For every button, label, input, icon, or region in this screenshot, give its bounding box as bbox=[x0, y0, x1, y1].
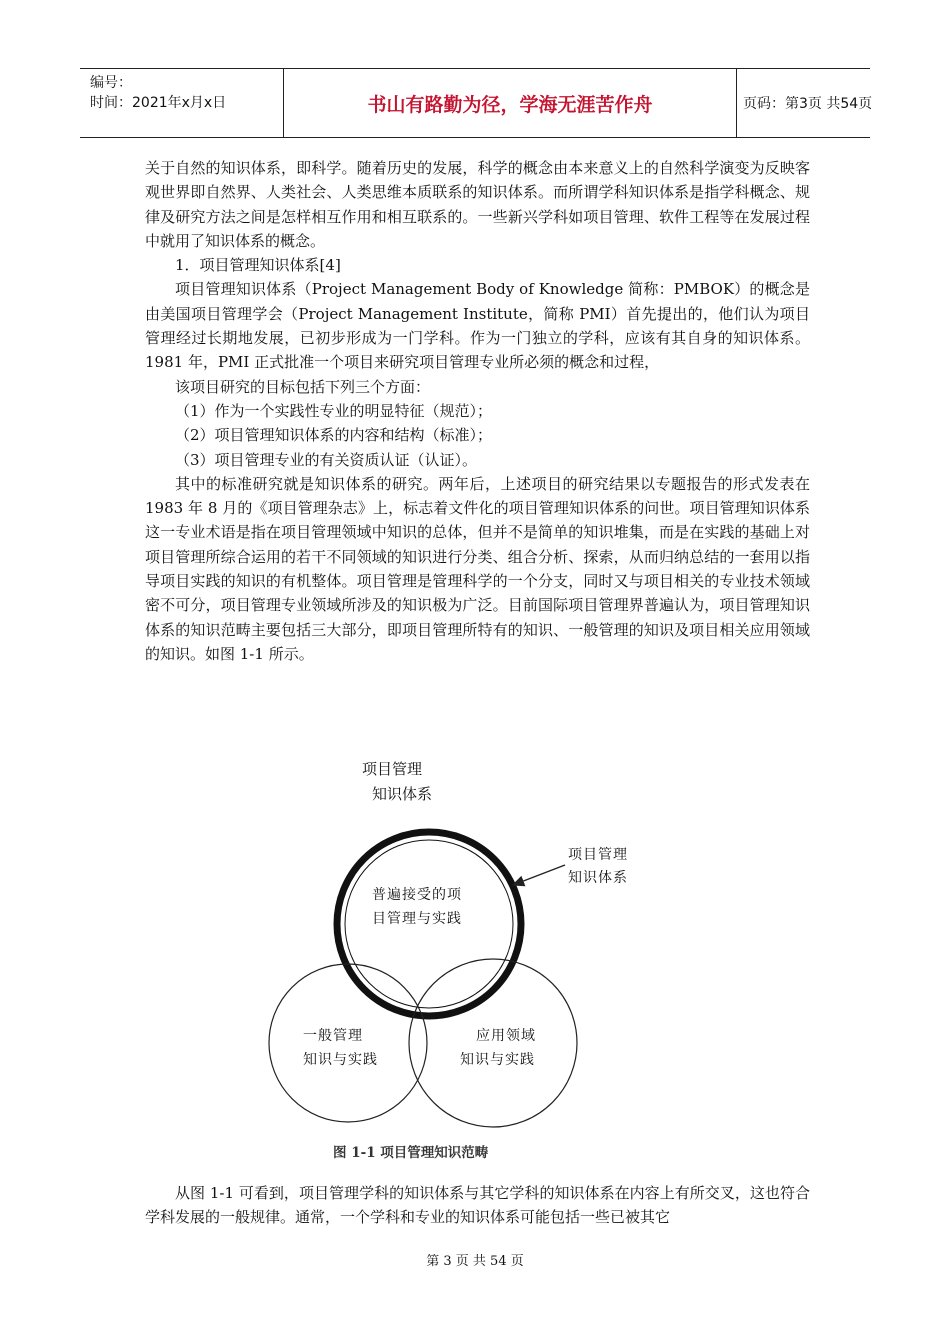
outside-label-line2: 知识体系 bbox=[372, 785, 433, 803]
right-circle-line1: 应用领域 bbox=[476, 1028, 536, 1044]
list-item: （3）项目管理专业的有关资质认证（认证）。 bbox=[175, 450, 478, 469]
list-item: （2）项目管理知识体系的内容和结构（标准）； bbox=[175, 426, 493, 445]
top-circle-line2: 目管理与实践 bbox=[372, 911, 462, 927]
right-circle-line2: 知识与实践 bbox=[460, 1052, 535, 1068]
page-header bbox=[80, 68, 873, 138]
paragraph: 该项目研究的目标包括下列三个方面： bbox=[175, 377, 431, 396]
outside-label-line1: 项目管理 bbox=[362, 760, 423, 778]
top-circle-outer bbox=[337, 832, 521, 1016]
top-circle-line1: 普遍接受的项 bbox=[372, 887, 462, 903]
body-text bbox=[145, 156, 810, 666]
date-label: 时间：2021年x月x日 bbox=[90, 95, 227, 111]
left-circle bbox=[269, 964, 427, 1122]
header-page-label: 页码：第3页 共54页 bbox=[743, 96, 873, 112]
pointer-label-line1: 项目管理 bbox=[568, 847, 628, 863]
header-meta-cell bbox=[80, 69, 280, 137]
body-text-after-figure bbox=[145, 1181, 810, 1230]
list-item: （1）作为一个实践性专业的明显特征（规范）； bbox=[175, 401, 493, 420]
top-circle-inner bbox=[345, 840, 513, 1008]
paragraph: 其中的标准研究就是知识体系的研究。两年后，上述项目的研究结果以专题报告的形式发表在 1983 年 8 月的《项目管理杂志》上，标志着文件化的项目管理知识体系的问世。项目管理知识体系这一专业术语是指在项目管理领域中知识的总体，但并不是简单的知识堆集，而是在实践的基础上对项目管理所综合运用的若干不同领域的知识进行分类、组合分析、探索，从而归纳总结的一套用以指导项目实践的知识的有机整体。项目管理是管理科学的一个分支，同时又与项目相关的专业技术领域密不可分，项目管理专业领域所涉及的知识极为广泛。目前国际项目管理界普遍认为，项目管理知识体系的知识范畴主要包括三大部分，即项目管理所特有的知识、一般管理的知识及项目相关应用领域的知识。如图 1-1 所示。 bbox=[145, 474, 810, 663]
number-label: 编号： bbox=[90, 75, 132, 91]
header-motto: 书山有路勤为径，学海无涯苦作舟 bbox=[283, 69, 737, 137]
figure-caption: 图 1-1 项目管理知识范畴 bbox=[333, 1145, 489, 1161]
left-circle-line1: 一般管理 bbox=[303, 1028, 363, 1044]
right-circle bbox=[409, 959, 577, 1127]
paragraph: 从图 1-1 可看到，项目管理学科的知识体系与其它学科的知识体系在内容上有所交叉，这也符合学科发展的一般规律。通常，一个学科和专业的知识体系可能包括一些已被其它 bbox=[145, 1184, 810, 1227]
section-heading: 1．项目管理知识体系[4] bbox=[175, 256, 341, 275]
paragraph: 关于自然的知识体系，即科学。随着历史的发展，科学的概念由本来意义上的自然科学演变为反映客观世界即自然界、人类社会、人类思维本质联系的知识体系。而所谓学科知识体系是指学科概念、规律及研究方法之间是怎样相互作用和相互联系的。一些新兴学科如项目管理、软件工程等在发展过程中就用了知识体系的概念。 bbox=[145, 159, 810, 250]
left-circle-line2: 知识与实践 bbox=[303, 1052, 378, 1068]
page-footer: 第 3 页 共 54 页 bbox=[426, 1254, 524, 1269]
pointer-arrow bbox=[513, 865, 565, 885]
paragraph: 项目管理知识体系（Project Management Body of Knowledge 简称：PMBOK）的概念是由美国项目管理学会（Project Management Institute，简称 PMI）首先提出的，他们认为项目管理经过长期地发展，已初步形成为一门学科。作为一门独立的学科，应该有其自身的知识体系。1981 年，PMI 正式批准一个项目来研究项目管理专业所必须的概念和过程， bbox=[145, 280, 810, 372]
pointer-label-line2: 知识体系 bbox=[568, 870, 628, 886]
